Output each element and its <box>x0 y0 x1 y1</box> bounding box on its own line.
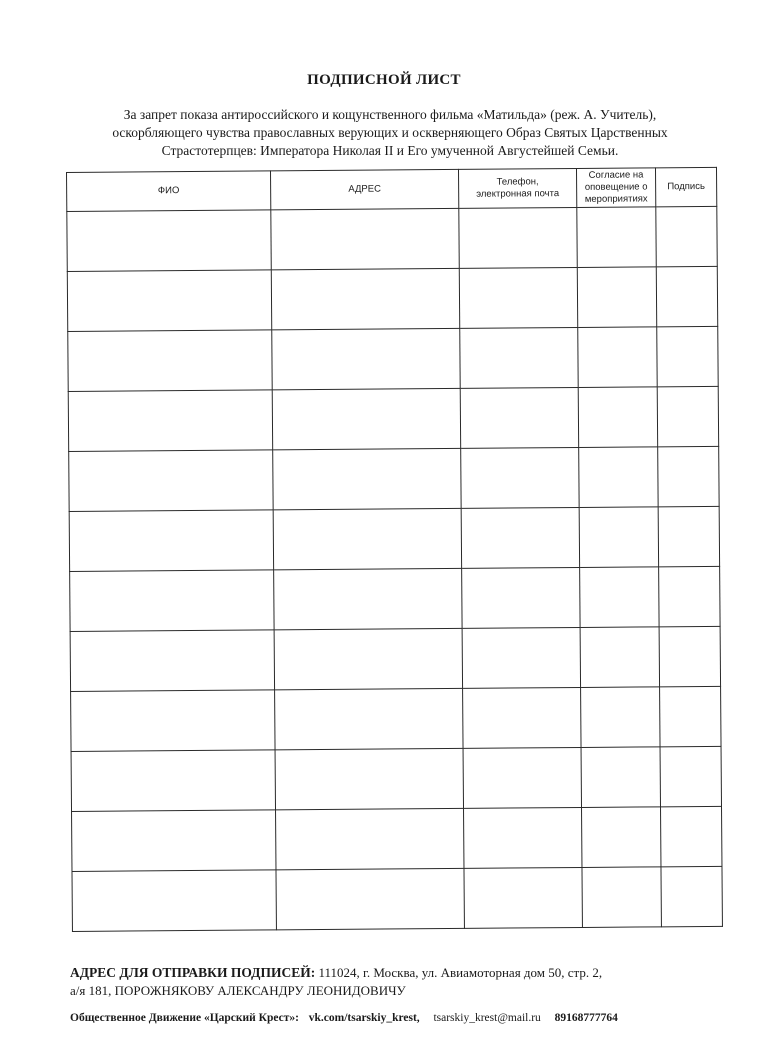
cell-signature[interactable] <box>659 626 720 686</box>
cell-signature[interactable] <box>656 266 717 326</box>
cell-fio[interactable] <box>69 510 273 572</box>
organization-footer <box>70 1012 730 1024</box>
cell-address[interactable] <box>275 688 463 749</box>
cell-fio[interactable] <box>72 870 276 932</box>
cell-address[interactable] <box>275 748 463 809</box>
cell-consent[interactable] <box>581 747 660 808</box>
cell-phone[interactable] <box>464 867 582 928</box>
cell-signature[interactable] <box>656 206 717 266</box>
table-row <box>67 266 717 331</box>
table-row <box>70 566 720 631</box>
document-subtitle <box>60 106 720 160</box>
cell-consent[interactable] <box>579 507 658 568</box>
cell-fio[interactable] <box>70 630 274 692</box>
mailing-address-block <box>70 964 710 1000</box>
cell-consent[interactable] <box>580 627 659 688</box>
table-row <box>68 326 718 391</box>
signature-table <box>66 167 723 932</box>
cell-signature[interactable] <box>657 326 718 386</box>
cell-consent[interactable] <box>581 687 660 748</box>
cell-address[interactable] <box>274 568 462 629</box>
cell-signature[interactable] <box>657 386 718 446</box>
cell-address[interactable] <box>273 448 461 509</box>
cell-phone[interactable] <box>462 567 580 628</box>
table-row <box>72 806 722 871</box>
cell-fio[interactable] <box>68 330 272 392</box>
table-body <box>67 206 723 931</box>
cell-phone[interactable] <box>463 747 581 808</box>
cell-fio[interactable] <box>67 270 271 332</box>
header-signature: Подпись <box>655 167 716 206</box>
mailing-address-label: АДРЕС ДЛЯ ОТПРАВКИ ПОДПИСЕЙ: <box>70 965 316 980</box>
header-consent-line-2: оповещение о <box>584 181 648 193</box>
cell-address[interactable] <box>274 628 462 689</box>
cell-fio[interactable] <box>68 390 272 452</box>
header-fio: ФИО <box>67 171 271 212</box>
header-consent <box>576 168 655 208</box>
table-row <box>68 386 718 451</box>
cell-address[interactable] <box>272 328 460 389</box>
header-phone-line-2: электронная почта <box>476 188 560 200</box>
table-row <box>67 206 717 271</box>
table-row <box>72 866 722 931</box>
subtitle-line-3: Страстотерпцев: Императора Николая II и Его умученной Августейшей Семьи. <box>161 143 619 158</box>
cell-signature[interactable] <box>658 446 719 506</box>
mailing-address-line-2: а/я 181, ПОРОЖНЯКОВУ АЛЕКСАНДРУ ЛЕОНИДОВИЧУ <box>70 983 406 998</box>
cell-consent[interactable] <box>578 327 657 388</box>
cell-address[interactable] <box>271 268 459 329</box>
cell-consent[interactable] <box>579 447 658 508</box>
table-row <box>69 446 719 511</box>
cell-consent[interactable] <box>582 867 661 928</box>
mailing-address-line-1 <box>70 964 710 982</box>
cell-phone[interactable] <box>460 387 578 448</box>
cell-signature[interactable] <box>661 866 722 926</box>
org-phone: 89168777764 <box>554 1012 618 1024</box>
cell-fio[interactable] <box>67 210 271 272</box>
org-label: Общественное Движение «Царский Крест»: <box>70 1012 299 1024</box>
cell-consent[interactable] <box>577 267 656 328</box>
table-row <box>70 626 720 691</box>
org-vk-link[interactable]: vk.com/tsarskiy_krest, <box>308 1012 420 1024</box>
cell-signature[interactable] <box>661 806 722 866</box>
cell-fio[interactable] <box>72 810 276 872</box>
subtitle-line-1: За запрет показа антироссийского и кощунственного фильма «Матильда» (реж. А. Учитель), <box>123 107 657 122</box>
cell-address[interactable] <box>273 508 461 569</box>
cell-fio[interactable] <box>70 570 274 632</box>
cell-phone[interactable] <box>463 687 581 748</box>
cell-consent[interactable] <box>582 807 661 868</box>
cell-address[interactable] <box>271 208 459 269</box>
cell-consent[interactable] <box>578 387 657 448</box>
cell-fio[interactable] <box>71 690 275 752</box>
document-title: ПОДПИСНОЙ ЛИСТ <box>307 72 461 88</box>
cell-phone[interactable] <box>459 267 577 328</box>
cell-address[interactable] <box>276 868 464 929</box>
cell-fio[interactable] <box>71 750 275 812</box>
cell-phone[interactable] <box>461 507 579 568</box>
cell-consent[interactable] <box>577 207 656 268</box>
cell-signature[interactable] <box>659 566 720 626</box>
table-row <box>69 506 719 571</box>
cell-phone[interactable] <box>462 627 580 688</box>
header-phone <box>458 168 576 208</box>
header-consent-line-1: Согласие на <box>588 169 644 181</box>
cell-consent[interactable] <box>580 567 659 628</box>
header-address: АДРЕС <box>270 169 458 209</box>
header-consent-line-3: мероприятиях <box>584 193 648 205</box>
cell-signature[interactable] <box>658 506 719 566</box>
table-row <box>71 746 721 811</box>
header-phone-line-1: Телефон, <box>496 176 539 188</box>
cell-address[interactable] <box>276 808 464 869</box>
cell-signature[interactable] <box>660 686 721 746</box>
cell-signature[interactable] <box>660 746 721 806</box>
cell-phone[interactable] <box>461 447 579 508</box>
cell-phone[interactable] <box>464 807 582 868</box>
cell-phone[interactable] <box>460 327 578 388</box>
table-row <box>71 686 721 751</box>
cell-fio[interactable] <box>69 450 273 512</box>
table-header-row <box>67 167 717 211</box>
subtitle-line-2: оскорбляющего чувства православных верующих и оскверняющего Образ Святых Царственных <box>112 125 668 140</box>
mailing-address-text-1: 111024, г. Москва, ул. Авиамоторная дом 50, стр. 2, <box>318 965 603 980</box>
cell-address[interactable] <box>272 388 460 449</box>
org-email[interactable]: tsarskiy_krest@mail.ru <box>433 1012 541 1024</box>
cell-phone[interactable] <box>459 207 577 268</box>
